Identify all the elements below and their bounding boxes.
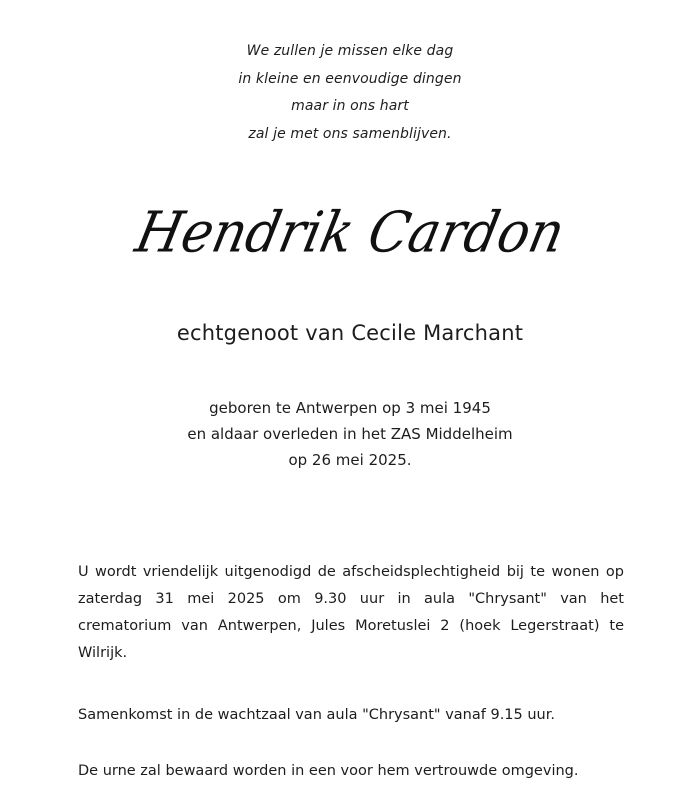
birth-line: geboren te Antwerpen op 3 mei 1945	[209, 399, 491, 417]
memorial-poem	[0, 38, 700, 148]
death-line: en aldaar overleden in het ZAS Middelheim	[187, 425, 513, 443]
gathering-paragraph: Samenkomst in de wachtzaal van aula "Chrysant" vanaf 9.15 uur.	[78, 707, 555, 723]
deceased-name-block	[0, 188, 700, 288]
spouse-line: echtgenoot van Cecile Marchant	[176, 321, 524, 345]
death-date-line: op 26 mei 2025.	[288, 451, 412, 469]
urn-paragraph: De urne zal bewaard worden in een voor hem vertrouwde omgeving.	[78, 763, 579, 779]
invitation-paragraph: U wordt vriendelijk uitgenodigd de afscheidsplechtigheid bij te wonen op zaterdag 31 mei 2025 om 9.30 uur in aula "Chrysant" van het crematorium van Antwerpen, Jules Moretuslei 2 (hoek Legerstraat) te Wilrijk.	[78, 564, 624, 661]
poem-line: zal je met ons samenblijven.	[248, 125, 452, 142]
deceased-name: Hendrik Cardon	[130, 200, 570, 266]
poem-line: in kleine en eenvoudige dingen	[238, 70, 462, 87]
poem-line: maar in ons hart	[291, 98, 409, 114]
poem-line: We zullen je missen elke dag	[246, 43, 454, 59]
birth-death-info	[0, 395, 700, 473]
